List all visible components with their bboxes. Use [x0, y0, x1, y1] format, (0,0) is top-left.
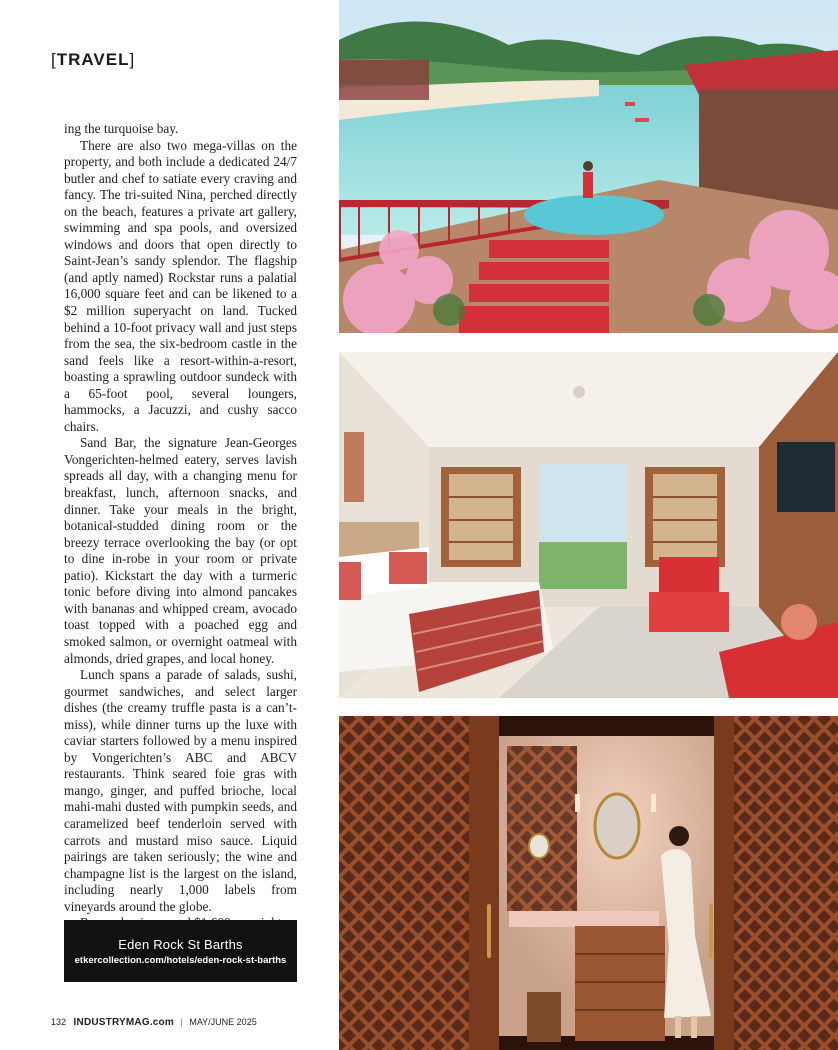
photo-guest-bedroom: [339, 352, 838, 698]
issue-date: MAY/JUNE 2025: [189, 1017, 257, 1027]
article-body: [64, 121, 306, 932]
article-paragraph: Lunch spans a parade of salads, sushi, gourmet sandwiches, and select larger dishes (the creamy truffle pasta is a can’t-miss), while dinner turns up the luxe with caviar starters followed by a menu inspired by Vongerichten’s ABC and ABCV restaurants. Think seared foie gras with mango, ginger, and puffed brioche, local mahi-mahi dusted with pumpkin seeds, and caramelized beef tenderloin served with carrots and mustard miso sauce. Liquid pairings are taken seriously; the wine and champagne list is the largest on the island, including nearly 1,000 labels from vineyards around the globe.: [64, 667, 297, 914]
section-label: TRAVEL: [56, 50, 130, 69]
article-paragraph: There are also two mega-villas on the property, and both include a dedicated 24/7 butler and chef to satiate every craving and fancy. The tri-suited Nina, perched directly on the beach, features a private art gallery, swimming and spa pools, and oversized windows and doors that open directly to Saint-Jean’s sandy splendor. The flagship (and aptly named) Rockstar runs a palatial 16,000 square feet and can be likened to a $2 million superyacht on land. Tucked behind a 10-foot privacy wall and just steps from the sea, the six-bedroom castle in the sand feels like a resort-within-a-resort, boasting a sprawling outdoor sundeck with a 65-foot pool, several loungers, hammocks, a Jacuzzi, and cushy sacco chairs.: [64, 137, 297, 434]
magazine-name: INDUSTRYMAG.com: [73, 1017, 174, 1028]
article-paragraph: Sand Bar, the signature Jean-Georges Vongerichten-helmed eatery, serves lavish spreads all day, with a changing menu for breakfast, lunch, afternoon snacks, and dinner. Take your meals in the bright, botanical-studded dining room or the breezy terrace overlooking the bay (or opt to dine in-robe in your room or private patio). Kickstart the day with a turmeric tonic before diving into almond pancakes with bananas and whipped cream, avocado toast topped with a poached egg and smoked salmon, or overnight oatmeal with almonds, dried grapes, and local honey.: [64, 435, 297, 666]
hotel-url[interactable]: etkercollection.com/hotels/eden-rock-st-barths: [74, 955, 287, 966]
photo-dressing-room: [339, 716, 838, 1050]
page-number: 132: [51, 1017, 67, 1027]
footer-separator: |: [180, 1017, 183, 1027]
article-paragraph: ing the turquoise bay.: [64, 121, 179, 136]
hotel-name: Eden Rock St Barths: [118, 937, 243, 952]
page-footer: [51, 1017, 257, 1028]
section-tag: [TRAVEL]: [51, 50, 136, 69]
end-of-article-mark: I: [288, 920, 297, 929]
photo-villa-terrace-bay: [339, 0, 838, 333]
hotel-info-box: [64, 920, 297, 982]
